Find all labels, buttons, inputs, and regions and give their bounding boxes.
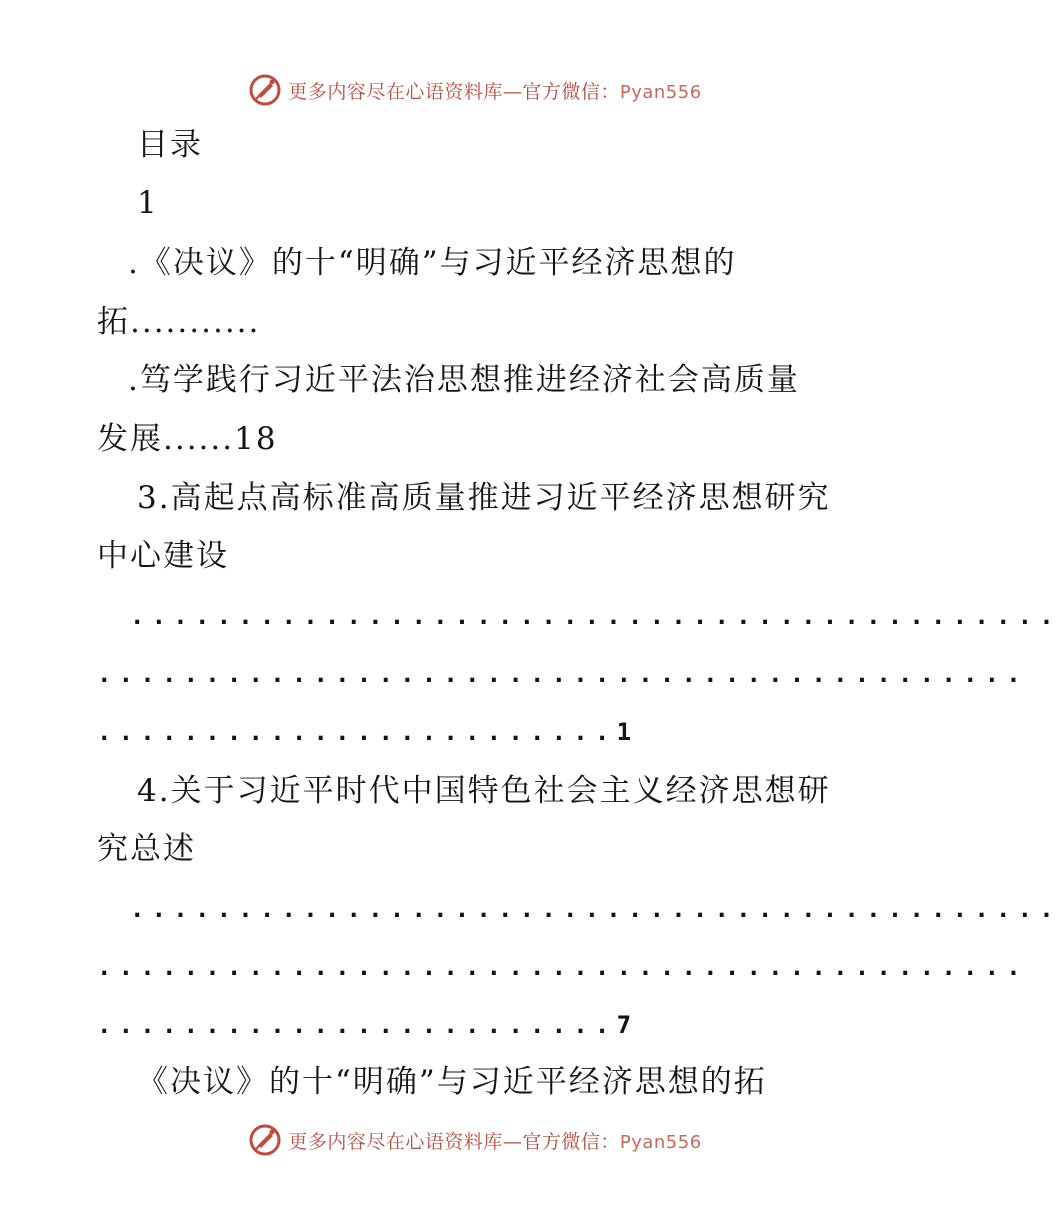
toc-entry-3-leader-2: ...........................................	[97, 660, 1028, 688]
toc-entry-4-leader-1: ...........................................	[130, 895, 1061, 923]
toc-heading: 目录	[137, 127, 203, 163]
watermark-banner-top	[0, 70, 950, 110]
watermark-text: 更多内容尽在心语资料库—官方微信：Pyan556	[288, 1130, 702, 1153]
toc-entry-4-leader-2: ...........................................	[97, 953, 1028, 981]
toc-entry-4-line-2: 究总述	[97, 831, 196, 867]
watermark-text: 更多内容尽在心语资料库—官方微信：Pyan556	[288, 80, 702, 103]
toc-entry-3-line-1: 3.高起点高标准高质量推进习近平经济思想研究	[137, 480, 831, 516]
toc-entry-3-line-2: 中心建设	[97, 538, 229, 574]
watermark-banner-bottom	[0, 1120, 950, 1160]
toc-entry-1-line-1: .《决议》的十“明确”与习近平经济思想的	[128, 245, 737, 281]
toc-entry-3-leader-1: ...........................................	[130, 602, 1061, 630]
toc-page-marker: 1	[137, 185, 159, 221]
toc-entry-2-line-1: .笃学践行习近平法治思想推进经济社会高质量	[128, 362, 800, 398]
toc-entry-4-leader-3: ........................7	[97, 1011, 639, 1039]
toc-entry-3-leader-3: ........................1	[97, 718, 639, 746]
watermark-logo-icon	[248, 73, 282, 107]
toc-entry-4-line-1: 4.关于习近平时代中国特色社会主义经济思想研	[137, 773, 831, 809]
section-title: 《决议》的十“明确”与习近平经济思想的拓	[137, 1064, 767, 1100]
toc-entry-2-line-2: 发展......18	[97, 421, 278, 457]
toc-entry-1-line-2: 拓...........	[97, 304, 261, 340]
watermark-logo-icon	[248, 1123, 282, 1157]
